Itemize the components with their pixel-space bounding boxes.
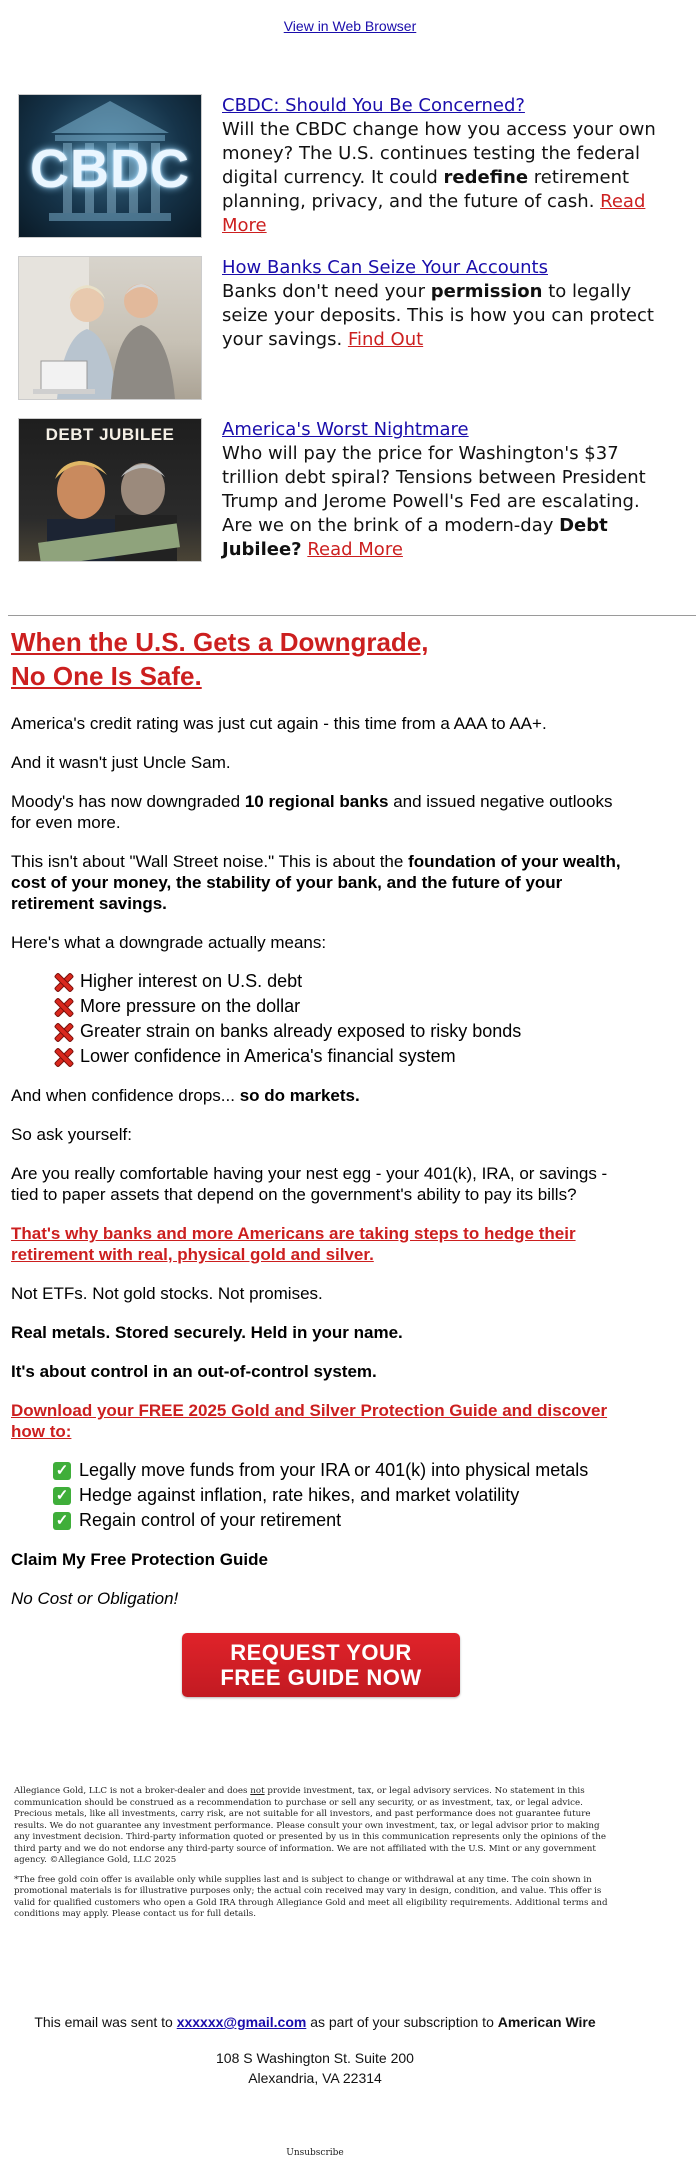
unsubscribe-area [0, 2148, 630, 2158]
text: And when confidence drops... [11, 1086, 240, 1105]
headline-line-1: When the U.S. Gets a Downgrade, [11, 627, 429, 657]
check-mark-icon: ✓ [53, 1487, 71, 1505]
paragraph: So ask yourself: [11, 1125, 132, 1144]
paragraph [11, 1361, 631, 1382]
bold-text: so do markets. [239, 1086, 360, 1105]
paragraph: America's credit rating was just cut again - this time from a AAA to AA+. [11, 714, 547, 733]
disclaimer [14, 1786, 614, 1929]
paragraph [11, 1588, 631, 1609]
article-title-link[interactable]: How Banks Can Seize Your Accounts [222, 257, 548, 278]
list-item [53, 1485, 631, 1506]
couple-thumbnail[interactable] [18, 256, 202, 400]
paragraph [11, 851, 631, 914]
article-title-link[interactable]: CBDC: Should You Be Concerned? [222, 95, 525, 116]
bold-text: 10 regional banks [244, 792, 389, 811]
article-card [18, 256, 658, 400]
download-guide-link[interactable]: Download your FREE 2025 Gold and Silver Protection Guide and discover how to: [11, 1401, 608, 1441]
worried-couple-icon [19, 257, 201, 399]
paragraph [11, 1322, 631, 1343]
list-item [53, 971, 631, 992]
list-item [53, 996, 631, 1017]
paragraph [11, 791, 631, 833]
disclaimer-paragraph: *The free gold coin offer is available only while supplies last and is subject to change or withdrawal at any time. The coin shown in promotional materials is for illustrative purposes only; the actual coin received may vary in design, condition, and value. This offer is valid for qualified customers who open a Gold IRA through Allegiance Gold and meet all eligibility requirements. Additional terms and conditions may apply. Please contact us for full details. [14, 1874, 608, 1919]
button-label-line-1: REQUEST YOUR [230, 1640, 412, 1665]
view-in-browser-link[interactable]: View in Web Browser [283, 18, 417, 34]
paragraph [11, 1400, 631, 1442]
list-item [53, 1510, 631, 1531]
request-guide-button[interactable] [182, 1633, 460, 1697]
find-out-link[interactable]: Find Out [347, 329, 424, 350]
address-line: Alexandria, VA 22314 [248, 2070, 382, 2086]
section-divider [8, 615, 696, 616]
article-card [18, 418, 658, 562]
cross-mark-icon [53, 997, 72, 1016]
article-text [222, 94, 658, 238]
text: This email was sent to [34, 2014, 177, 2030]
portraits-icon [19, 419, 201, 561]
article-card [18, 94, 658, 238]
article-body-bold: permission [430, 281, 543, 302]
read-more-link[interactable]: Read More [222, 191, 646, 236]
main-content [11, 625, 631, 1697]
mailing-address [0, 2048, 630, 2088]
paragraph [11, 1223, 631, 1265]
bold-text: foundation of your wealth, cost of your money, the stability of your bank, and the future of your retirement savings. [11, 852, 621, 913]
text: This isn't about "Wall Street noise." This is about the [11, 852, 409, 871]
list-item-text: Higher interest on U.S. debt [80, 971, 303, 991]
read-more-link[interactable]: Read More [307, 539, 403, 560]
list-item-text: Legally move funds from your IRA or 401(k) into physical metals [79, 1460, 589, 1480]
list-item-text: More pressure on the dollar [80, 996, 301, 1016]
article-body-bold: Debt Jubilee? [222, 515, 608, 560]
cbdc-thumbnail-label: CBDC [30, 139, 190, 199]
text: Allegiance Gold, LLC is not a broker-dealer and does [14, 1786, 251, 1796]
bold-text: Claim My Free Protection Guide [11, 1550, 268, 1569]
paragraph: Here's what a downgrade actually means: [11, 933, 327, 952]
address-line: 108 S Washington St. Suite 200 [216, 2050, 414, 2066]
paragraph [11, 1549, 631, 1570]
hedge-retirement-link[interactable]: That's why banks and more Americans are taking steps to hedge their retirement with real, physical gold and silver. [11, 1224, 576, 1264]
paragraph: And it wasn't just Uncle Sam. [11, 753, 231, 772]
bold-text: It's about control in an out-of-control system. [11, 1362, 377, 1381]
paragraph: Are you really comfortable having your nest egg - your 401(k), IRA, or savings - tied to paper assets that depend on the government's ability to pay its bills? [11, 1164, 608, 1204]
button-label-line-2: FREE GUIDE NOW [220, 1665, 422, 1690]
top-bar [0, 0, 700, 34]
cross-mark-icon [53, 1022, 72, 1041]
check-mark-icon: ✓ [53, 1512, 71, 1530]
recipient-email-link[interactable]: xxxxxx@gmail.com [176, 2014, 307, 2030]
text: provide investment, tax, or legal advisory services. No statement in this communication should be construed as a recommendation to purchase or sell any security, or as investment, tax, or legal advice. Precious metals, like all investments, carry risk, are not suitable for all investors, and past performance does not guarantee future results. We do not guarantee any investment performance. Please consult your own investment, tax, or legal advisor prior to making any investment decision. Third-party information quoted or presented by us in this communication represents only the opinions of the third party and we do not endorse any third-party source of information. We are not affiliated with the U.S. Mint or any government agency. ©Allegiance Gold, LLC 2025 [14, 1786, 607, 1865]
article-title-link[interactable]: America's Worst Nightmare [222, 419, 469, 440]
cross-mark-icon [53, 1047, 72, 1066]
bold-text: Real metals. Stored securely. Held in your name. [11, 1323, 403, 1342]
unsubscribe-link[interactable]: Unsubscribe [286, 2148, 344, 2158]
risk-list [11, 971, 631, 1067]
brand-name: American Wire [497, 2014, 596, 2030]
headline [11, 625, 631, 693]
article-body: Banks don't need your [222, 281, 431, 302]
cbdc-thumbnail[interactable] [18, 94, 202, 238]
list-item-text: Hedge against inflation, rate hikes, and market volatility [79, 1485, 520, 1505]
list-item [53, 1046, 631, 1067]
text: Moody's has now downgraded [11, 792, 245, 811]
article-body: Will the CBDC change how you access your own money? The U.S. continues testing the federal digital currency. It could [222, 119, 656, 188]
underlined-text: not [250, 1786, 265, 1796]
disclaimer-paragraph [14, 1786, 614, 1867]
article-body-bold: redefine [443, 167, 529, 188]
article-list [18, 94, 658, 580]
benefit-list [11, 1460, 631, 1531]
list-item-text: Lower confidence in America's financial system [80, 1046, 456, 1066]
article-body: Who will pay the price for Washington's $37 trillion debt spiral? Tensions between President Trump and Jerome Powell's Fed are escalating. Are we on the brink of a modern-day [222, 443, 646, 536]
list-item [53, 1021, 631, 1042]
debt-jubilee-label: DEBT JUBILEE [45, 425, 175, 444]
paragraph: Not ETFs. Not gold stocks. Not promises. [11, 1284, 323, 1303]
text: as part of your subscription to [306, 2014, 498, 2030]
cross-mark-icon [53, 972, 72, 991]
text: and issued negative outlooks for even more. [11, 792, 613, 832]
list-item [53, 1460, 631, 1481]
article-body-end: retirement planning, privacy, and the future of cash. [222, 167, 630, 212]
italic-text: No Cost or Obligation! [11, 1589, 179, 1608]
footer [0, 2014, 630, 2088]
article-body-end: to legally seize your deposits. This is how you can protect your savings. [222, 281, 654, 350]
article-text [222, 256, 658, 400]
article-text [222, 418, 658, 562]
paragraph [11, 1085, 631, 1106]
debt-jubilee-thumbnail[interactable] [18, 418, 202, 562]
check-mark-icon: ✓ [53, 1462, 71, 1480]
list-item-text: Greater strain on banks already exposed to risky bonds [80, 1021, 522, 1041]
headline-line-2: No One Is Safe. [11, 661, 202, 691]
subscription-notice [0, 2014, 630, 2030]
list-item-text: Regain control of your retirement [79, 1510, 342, 1530]
